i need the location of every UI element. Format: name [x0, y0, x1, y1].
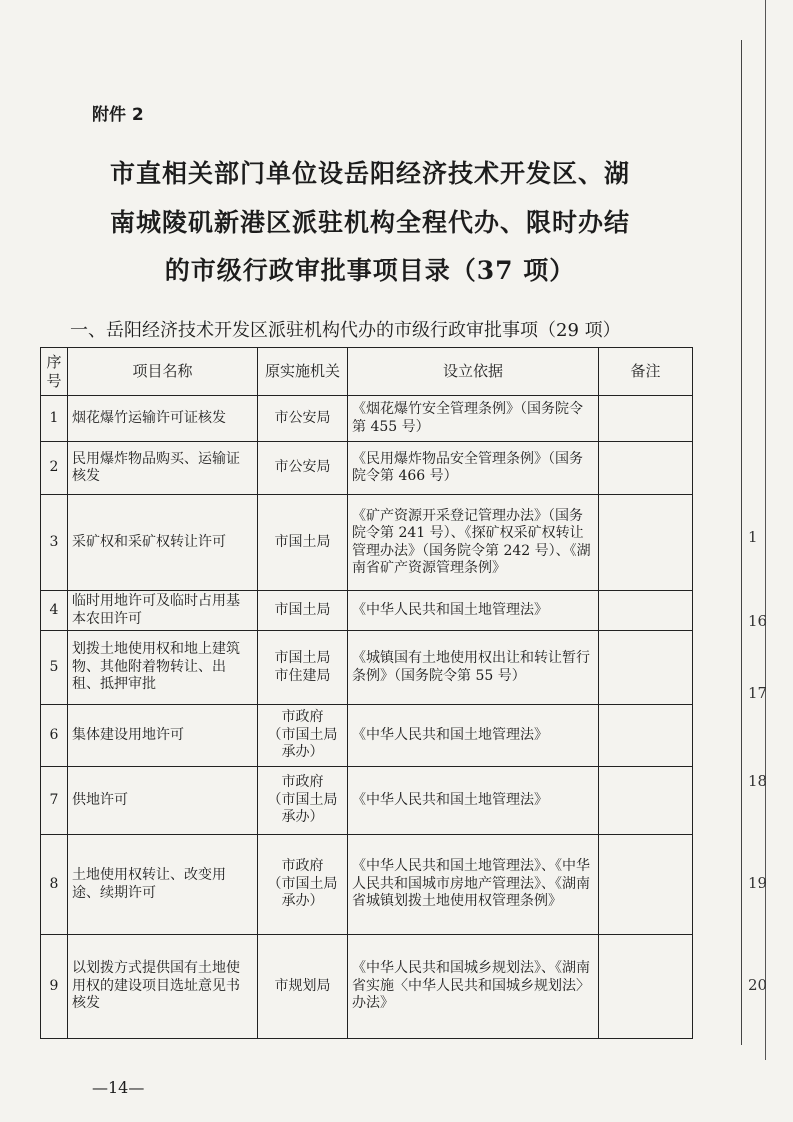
table-header-row [41, 348, 693, 396]
cell-num: 3 [41, 495, 68, 591]
cell-note [599, 631, 693, 705]
cell-basis: 《中华人民共和国土地管理法》 [348, 591, 599, 631]
cell-name: 以划拨方式提供国有土地使用权的建设项目选址意见书核发 [68, 935, 258, 1039]
cell-num: 1 [41, 396, 68, 442]
cell-name: 民用爆炸物品购买、运输证核发 [68, 442, 258, 495]
cell-num: 9 [41, 935, 68, 1039]
table-row [41, 495, 693, 591]
approval-items-table [40, 347, 693, 1039]
cell-name: 集体建设用地许可 [68, 705, 258, 767]
cell-num: 4 [41, 591, 68, 631]
adjacent-row-number: 17 [748, 684, 768, 702]
cell-name: 土地使用权转让、改变用途、续期许可 [68, 835, 258, 935]
cell-agency: 市政府 （市国土局承办） [258, 835, 348, 935]
table-row [41, 591, 693, 631]
adjacent-row-number: 18 [748, 772, 768, 790]
adjacent-row-number: 1 [748, 528, 758, 546]
page-number: —14— [92, 1078, 145, 1097]
cell-note [599, 442, 693, 495]
cell-note [599, 767, 693, 835]
cell-basis: 《中华人民共和国土地管理法》、《中华人民共和国城市房地产管理法》、《湖南省城镇划拨土地使用权管理条例》 [348, 835, 599, 935]
cell-agency: 市国土局 [258, 495, 348, 591]
cell-note [599, 591, 693, 631]
cell-agency: 市国土局 [258, 591, 348, 631]
adjacent-row-number: 20 [748, 976, 768, 994]
cell-basis: 《中华人民共和国城乡规划法》、《湖南省实施〈中华人民共和国城乡规划法〉办法》 [348, 935, 599, 1039]
cell-note [599, 495, 693, 591]
cell-agency: 市国土局 市住建局 [258, 631, 348, 705]
cell-note [599, 705, 693, 767]
cell-agency: 市政府 （市国土局承办） [258, 767, 348, 835]
cell-note [599, 835, 693, 935]
cell-basis: 《民用爆炸物品安全管理条例》（国务院令第 466 号） [348, 442, 599, 495]
table-row [41, 767, 693, 835]
cell-agency: 市政府 （市国土局承办） [258, 705, 348, 767]
header-agency: 原实施机关 [258, 348, 348, 396]
cell-name: 临时用地许可及临时占用基本农田许可 [68, 591, 258, 631]
table-row [41, 631, 693, 705]
cell-agency: 市公安局 [258, 396, 348, 442]
header-basis: 设立依据 [348, 348, 599, 396]
cell-name: 划拨土地使用权和地上建筑物、其他附着物转让、出租、抵押审批 [68, 631, 258, 705]
document-title-line-2: 南城陵矶新港区派驻机构全程代办、限时办结 [109, 208, 630, 237]
adjacent-row-number: 16 [748, 612, 768, 630]
cell-num: 5 [41, 631, 68, 705]
cell-basis: 《矿产资源开采登记管理办法》（国务院令第 241 号）、《探矿权采矿权转让管理办法》（国务院令第 242 号）、《湖南省矿产资源管理条例》 [348, 495, 599, 591]
cell-note [599, 396, 693, 442]
document-title-line-3: 的市级行政审批事项目录（37 项） [164, 256, 576, 285]
cell-basis: 《中华人民共和国土地管理法》 [348, 767, 599, 835]
table-row [41, 705, 693, 767]
cell-num: 6 [41, 705, 68, 767]
table-row [41, 835, 693, 935]
cell-name: 供地许可 [68, 767, 258, 835]
attachment-label: 附件 2 [92, 105, 144, 125]
cell-name: 烟花爆竹运输许可证核发 [68, 396, 258, 442]
header-num: 序号 [41, 348, 68, 396]
header-name: 项目名称 [68, 348, 258, 396]
section-heading: 一、岳阳经济技术开发区派驻机构代办的市级行政审批事项（29 项） [70, 320, 621, 341]
cell-note [599, 935, 693, 1039]
adjacent-page-fold-line [765, 0, 766, 1060]
table-row [41, 396, 693, 442]
cell-num: 2 [41, 442, 68, 495]
cell-name: 采矿权和采矿权转让许可 [68, 495, 258, 591]
cell-agency: 市公安局 [258, 442, 348, 495]
table-row [41, 442, 693, 495]
adjacent-row-number: 19 [748, 874, 768, 892]
header-note: 备注 [599, 348, 693, 396]
cell-agency: 市规划局 [258, 935, 348, 1039]
cell-basis: 《烟花爆竹安全管理条例》（国务院令第 455 号） [348, 396, 599, 442]
cell-num: 8 [41, 835, 68, 935]
cell-basis: 《中华人民共和国土地管理法》 [348, 705, 599, 767]
document-title-line-1: 市直相关部门单位设岳阳经济技术开发区、湖 [109, 159, 630, 188]
cell-num: 7 [41, 767, 68, 835]
table-row [41, 935, 693, 1039]
cell-basis: 《城镇国有土地使用权出让和转让暂行条例》（国务院令第 55 号） [348, 631, 599, 705]
